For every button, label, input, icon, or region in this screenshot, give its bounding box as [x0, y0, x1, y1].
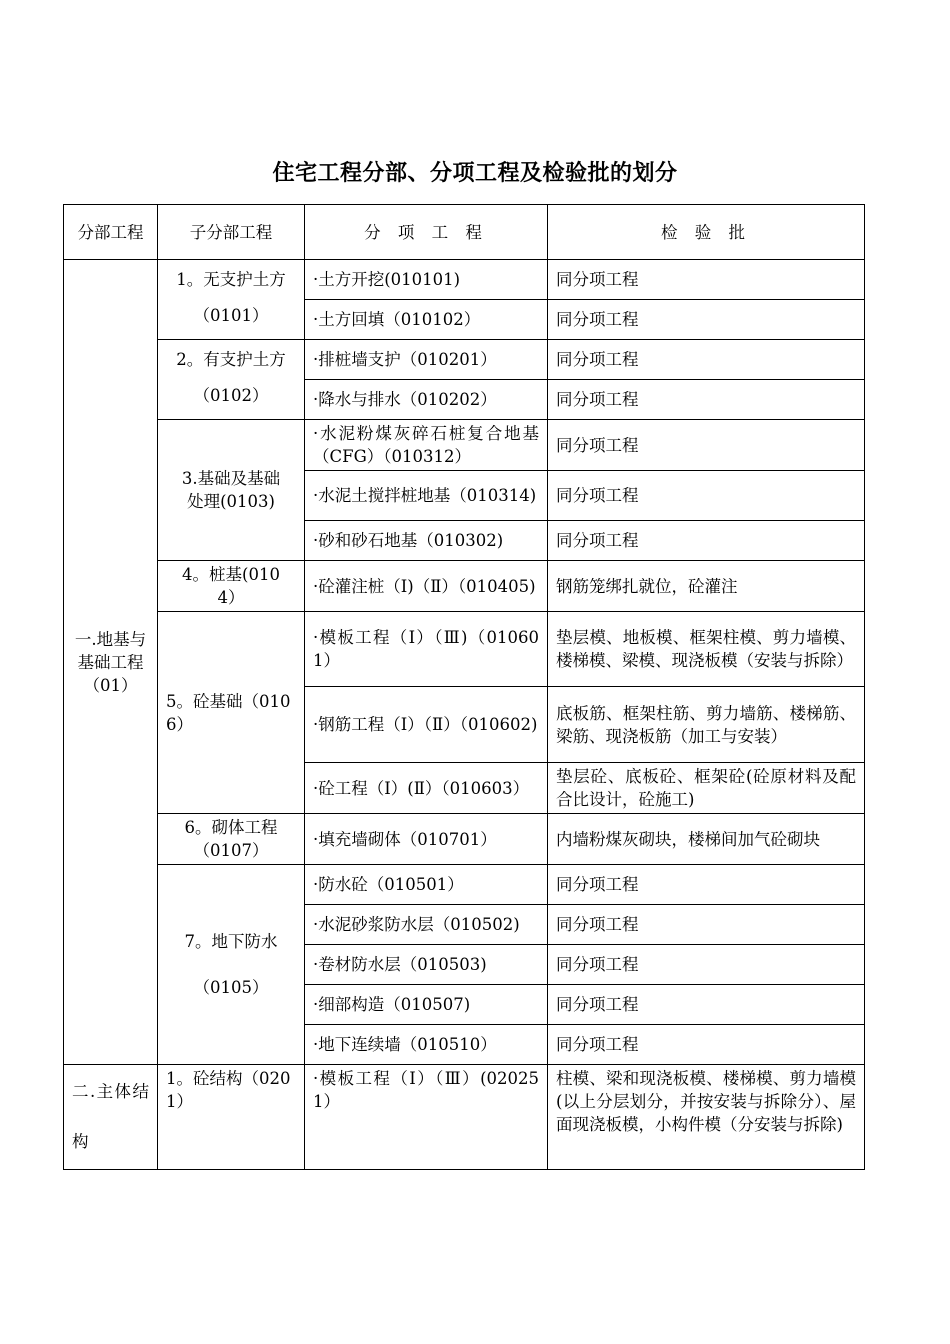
item-cell: ·卷材防水层（010503)	[305, 945, 548, 985]
batch-cell: 垫层模、地板模、框架柱模、剪力墙模、楼梯模、梁模、现浇板模（安装与拆除）	[548, 612, 865, 687]
batch-cell: 内墙粉煤灰砌块，楼梯间加气砼砌块	[548, 814, 865, 865]
item-cell: ·砼工程（Ⅰ）(Ⅱ）（010603）	[305, 763, 548, 814]
batch-cell: 同分项工程	[548, 905, 865, 945]
table-row	[64, 612, 865, 687]
header-batch: 检 验 批	[548, 205, 865, 260]
subdivision-0101: 1。无支护土方（0101）	[158, 260, 305, 340]
item-cell: ·土方回填（010102）	[305, 300, 548, 340]
item-cell: ·水泥粉煤灰碎石桩复合地基（CFG）（010312）	[305, 420, 548, 471]
batch-cell: 钢筋笼绑扎就位，砼灌注	[548, 561, 865, 612]
item-cell: ·土方开挖(010101)	[305, 260, 548, 300]
division-label: 一.地基与基础工程（01）	[74, 629, 147, 695]
table-row	[64, 420, 865, 471]
batch-cell: 柱模、梁和现浇板模、楼梯模、剪力墙模(以上分层划分，并按安装与拆除分）、屋面现浇板模，小构件模（分安装与拆除)	[548, 1065, 865, 1170]
subdivision-0103: 3.基础及基础处理(0103)	[158, 420, 305, 561]
table-row	[64, 561, 865, 612]
batch-cell: 垫层砼、底板砼、框架砼(砼原材料及配合比设计，砼施工)	[548, 763, 865, 814]
header-division: 分部工程	[64, 205, 158, 260]
division-table	[63, 204, 865, 1170]
item-cell: ·防水砼（010501）	[305, 865, 548, 905]
item-cell: ·降水与排水（010202）	[305, 380, 548, 420]
item-cell: ·钢筋工程（Ⅰ）（Ⅱ）（010602)	[305, 687, 548, 763]
item-cell: ·填充墙砌体（010701）	[305, 814, 548, 865]
subdivision-0106: 5。砼基础（0106）	[158, 612, 305, 814]
item-cell: ·排桩墙支护（010201）	[305, 340, 548, 380]
item-cell: ·水泥砂浆防水层（010502)	[305, 905, 548, 945]
item-cell: ·模板工程（Ⅰ）（Ⅲ)（010601）	[305, 612, 548, 687]
batch-cell: 同分项工程	[548, 471, 865, 521]
document-title: 住宅工程分部、分项工程及检验批的划分	[272, 161, 678, 186]
header-subdivision: 子分部工程	[158, 205, 305, 260]
table-row	[64, 340, 865, 380]
batch-cell: 同分项工程	[548, 865, 865, 905]
item-cell: ·砂和砂石地基（010302)	[305, 521, 548, 561]
subdivision-0105: 7。地下防水（0105）	[158, 865, 305, 1065]
header-item: 分 项 工 程	[305, 205, 548, 260]
subdivision-0104: 4。桩基(0104）	[158, 561, 305, 612]
table-header-row	[64, 205, 865, 260]
table-row	[64, 865, 865, 905]
division-main-structure: 二.主体结构	[64, 1065, 158, 1170]
subdivision-0107: 6。砌体工程（0107）	[158, 814, 305, 865]
batch-cell: 同分项工程	[548, 420, 865, 471]
subdivision-0102: 2。有支护土方（0102）	[158, 340, 305, 420]
item-cell: ·水泥土搅拌桩地基（010314)	[305, 471, 548, 521]
batch-cell: 同分项工程	[548, 521, 865, 561]
batch-cell: 同分项工程	[548, 300, 865, 340]
division-foundation	[64, 260, 158, 1065]
batch-cell: 同分项工程	[548, 380, 865, 420]
batch-cell: 同分项工程	[548, 945, 865, 985]
batch-cell: 同分项工程	[548, 260, 865, 300]
batch-cell: 底板筋、框架柱筋、剪力墙筋、楼梯筋、梁筋、现浇板筋（加工与安装）	[548, 687, 865, 763]
table-row	[64, 260, 865, 300]
batch-cell: 同分项工程	[548, 1025, 865, 1065]
table-row	[64, 814, 865, 865]
table-row	[64, 1065, 865, 1170]
item-cell: ·细部构造（010507)	[305, 985, 548, 1025]
batch-cell: 同分项工程	[548, 340, 865, 380]
batch-cell: 同分项工程	[548, 985, 865, 1025]
item-cell: ·砼灌注桩（Ⅰ)（Ⅱ）（010405)	[305, 561, 548, 612]
item-cell: ·地下连续墙（010510）	[305, 1025, 548, 1065]
item-cell: ·模板工程（Ⅰ）（Ⅲ）(020251）	[305, 1065, 548, 1170]
subdivision-0201: 1。砼结构（0201）	[158, 1065, 305, 1170]
